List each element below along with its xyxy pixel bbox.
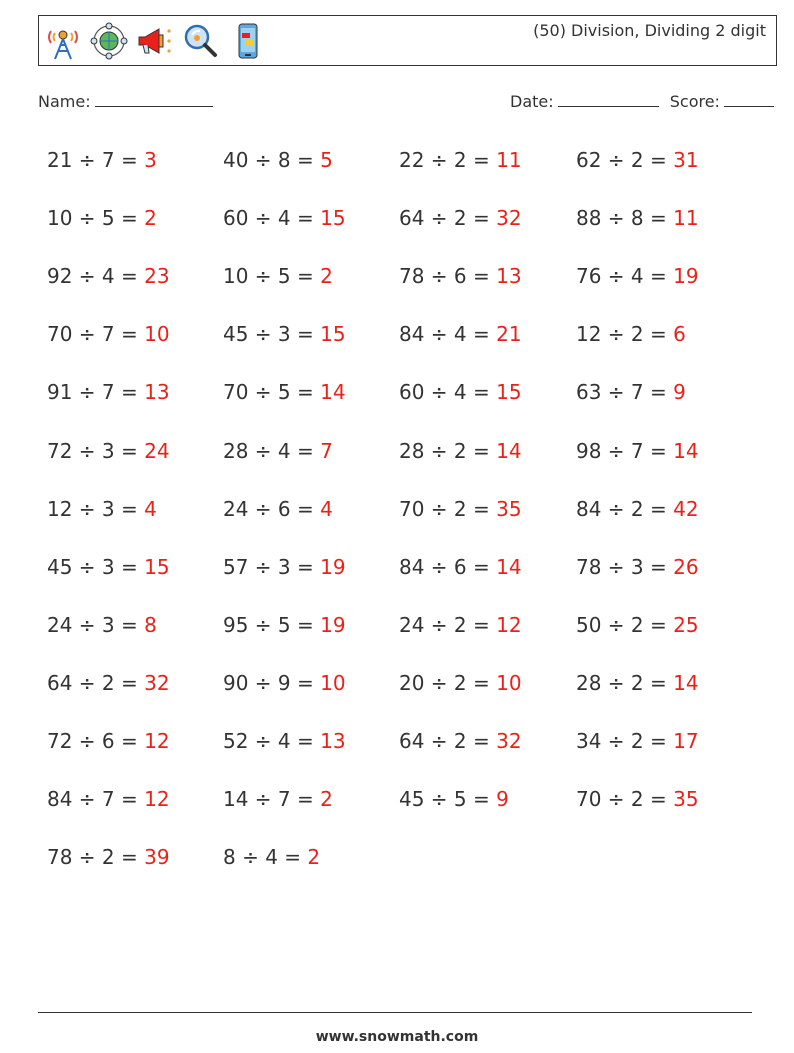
division-problem — [47, 264, 170, 288]
division-problem — [223, 729, 346, 753]
division-problem — [223, 555, 346, 579]
name-label: Name: — [38, 92, 91, 111]
division-problem — [223, 787, 333, 811]
problem-answer: 35 — [496, 496, 522, 521]
problem-question: 57 ÷ 3 = — [223, 554, 321, 579]
problem-question: 10 ÷ 5 = — [223, 264, 321, 289]
problem-answer: 4 — [320, 496, 333, 521]
problem-question: 84 ÷ 2 = — [576, 496, 674, 521]
division-problem — [223, 148, 333, 172]
name-field — [38, 92, 213, 111]
problem-answer: 9 — [673, 380, 686, 405]
division-problem — [576, 439, 699, 463]
problem-answer: 17 — [673, 729, 699, 753]
problem-question: 84 ÷ 6 = — [399, 554, 497, 579]
division-problem — [47, 613, 157, 637]
problem-answer: 14 — [673, 670, 699, 695]
problem-answer: 19 — [320, 554, 346, 579]
problem-answer: 26 — [673, 554, 699, 579]
division-problem — [47, 439, 170, 463]
worksheet-title: (50) Division, Dividing 2 digit — [533, 21, 766, 40]
problem-answer: 5 — [320, 148, 333, 172]
problem-answer: 24 — [144, 438, 170, 463]
problem-answer: 2 — [320, 787, 333, 812]
globe-network-icon — [89, 21, 129, 61]
problem-answer: 10 — [496, 670, 522, 695]
problem-question: 10 ÷ 5 = — [47, 206, 145, 231]
problem-answer: 42 — [673, 496, 699, 521]
problem-question: 70 ÷ 2 = — [576, 787, 674, 812]
problem-answer: 15 — [320, 206, 346, 231]
problem-answer: 12 — [144, 729, 170, 753]
problem-answer: 15 — [496, 380, 522, 405]
date-score-field — [510, 92, 774, 111]
header-icons — [43, 20, 267, 62]
problem-answer: 2 — [320, 264, 333, 289]
problem-answer: 32 — [496, 729, 522, 753]
problem-answer: 13 — [496, 264, 522, 289]
problem-question: 84 ÷ 7 = — [47, 787, 145, 812]
division-problem — [576, 613, 699, 637]
division-problem — [399, 613, 522, 637]
division-problem — [576, 322, 686, 346]
division-problem — [399, 380, 522, 404]
division-problem — [576, 148, 699, 172]
division-problem — [399, 671, 522, 695]
division-problem — [399, 787, 509, 811]
problem-answer: 14 — [320, 380, 346, 405]
division-problem — [47, 787, 170, 811]
problem-question: 64 ÷ 2 = — [399, 206, 497, 231]
problem-question: 28 ÷ 2 = — [576, 670, 674, 695]
problem-question: 28 ÷ 4 = — [223, 438, 321, 463]
problem-question: 91 ÷ 7 = — [47, 380, 145, 405]
smartphone-icon — [227, 21, 267, 61]
division-problem — [223, 264, 333, 288]
date-blank[interactable] — [558, 92, 659, 107]
problem-question: 76 ÷ 4 = — [576, 264, 674, 289]
division-problem — [576, 380, 686, 404]
problem-question: 90 ÷ 9 = — [223, 670, 321, 695]
problem-question: 12 ÷ 3 = — [47, 496, 145, 521]
division-problem — [576, 555, 699, 579]
problem-answer: 23 — [144, 264, 170, 289]
problem-answer: 10 — [144, 322, 170, 347]
division-problem — [223, 206, 346, 230]
problem-question: 72 ÷ 3 = — [47, 438, 145, 463]
division-problem — [223, 380, 346, 404]
division-problem — [223, 671, 346, 695]
division-problem — [399, 148, 522, 172]
problem-answer: 32 — [144, 670, 170, 695]
division-problem — [223, 439, 333, 463]
problem-question: 70 ÷ 2 = — [399, 496, 497, 521]
problem-question: 78 ÷ 2 = — [47, 845, 145, 870]
problem-question: 34 ÷ 2 = — [576, 729, 674, 753]
problem-question: 24 ÷ 2 = — [399, 612, 497, 637]
problem-question: 28 ÷ 2 = — [399, 438, 497, 463]
problem-answer: 8 — [144, 612, 157, 637]
problem-answer: 2 — [144, 206, 157, 231]
division-problem — [399, 264, 522, 288]
megaphone-icon — [135, 21, 175, 61]
problem-answer: 9 — [496, 787, 509, 812]
radio-tower-icon — [43, 21, 83, 61]
problem-question: 84 ÷ 4 = — [399, 322, 497, 347]
problem-question: 24 ÷ 3 = — [47, 612, 145, 637]
problem-answer: 21 — [496, 322, 522, 347]
problem-question: 21 ÷ 7 = — [47, 148, 145, 172]
division-problem — [399, 555, 522, 579]
problem-answer: 14 — [496, 438, 522, 463]
problem-question: 20 ÷ 2 = — [399, 670, 497, 695]
footer-divider — [38, 1012, 752, 1013]
division-problem — [223, 322, 346, 346]
problem-answer: 31 — [673, 148, 699, 172]
problem-answer: 11 — [673, 206, 699, 231]
division-problem — [47, 729, 170, 753]
problem-answer: 12 — [144, 787, 170, 812]
problem-question: 72 ÷ 6 = — [47, 729, 145, 753]
name-blank[interactable] — [95, 92, 213, 107]
problem-answer: 7 — [320, 438, 333, 463]
problem-question: 45 ÷ 3 = — [223, 322, 321, 347]
problem-question: 78 ÷ 3 = — [576, 554, 674, 579]
magnifier-icon — [181, 21, 221, 61]
division-problem — [399, 729, 522, 753]
division-problem — [576, 787, 699, 811]
division-problem — [47, 671, 170, 695]
problem-question: 88 ÷ 8 = — [576, 206, 674, 231]
score-blank[interactable] — [724, 92, 774, 107]
problem-question: 64 ÷ 2 = — [47, 670, 145, 695]
problem-question: 22 ÷ 2 = — [399, 148, 497, 172]
division-problem — [223, 613, 346, 637]
problem-question: 70 ÷ 5 = — [223, 380, 321, 405]
problem-answer: 13 — [144, 380, 170, 405]
problem-answer: 2 — [307, 845, 321, 870]
problem-question: 60 ÷ 4 = — [223, 206, 321, 231]
problem-question: 63 ÷ 7 = — [576, 380, 674, 405]
problem-question: 64 ÷ 2 = — [399, 729, 497, 753]
problem-question: 24 ÷ 6 = — [223, 496, 321, 521]
division-problem — [223, 845, 320, 869]
problem-answer: 15 — [320, 322, 346, 347]
problem-question: 92 ÷ 4 = — [47, 264, 145, 289]
problem-question: 62 ÷ 2 = — [576, 148, 674, 172]
division-problem — [576, 497, 699, 521]
date-label: Date: — [510, 92, 554, 111]
problem-answer: 19 — [320, 612, 346, 637]
score-label: Score: — [669, 92, 720, 111]
problem-question: 95 ÷ 5 = — [223, 612, 321, 637]
division-problem — [576, 729, 699, 753]
problem-answer: 25 — [673, 612, 699, 637]
problem-question: 40 ÷ 8 = — [223, 148, 321, 172]
footer-url: www.snowmath.com — [315, 1029, 479, 1045]
worksheet-header — [38, 15, 777, 66]
problem-question: 70 ÷ 7 = — [47, 322, 145, 347]
problem-answer: 6 — [673, 322, 686, 347]
problem-question: 8 ÷ 4 = — [223, 845, 308, 870]
problem-question: 12 ÷ 2 = — [576, 322, 674, 347]
problem-answer: 3 — [144, 148, 157, 172]
division-problem — [576, 671, 699, 695]
division-problem — [47, 322, 170, 346]
division-problem — [399, 206, 522, 230]
problem-answer: 15 — [144, 554, 170, 579]
problem-question: 52 ÷ 4 = — [223, 729, 321, 753]
problem-question: 60 ÷ 4 = — [399, 380, 497, 405]
division-problem — [47, 148, 157, 172]
problem-question: 50 ÷ 2 = — [576, 612, 674, 637]
division-problem — [399, 439, 522, 463]
problem-answer: 12 — [496, 612, 522, 637]
problem-answer: 11 — [496, 148, 522, 172]
problem-answer: 35 — [673, 787, 699, 812]
division-problem — [576, 206, 699, 230]
problem-question: 78 ÷ 6 = — [399, 264, 497, 289]
division-problem — [47, 206, 157, 230]
division-problem — [47, 497, 157, 521]
problem-answer: 13 — [320, 729, 346, 753]
problem-answer: 14 — [496, 554, 522, 579]
problem-question: 14 ÷ 7 = — [223, 787, 321, 812]
division-problem — [47, 845, 170, 869]
problem-question: 98 ÷ 7 = — [576, 438, 674, 463]
problem-answer: 10 — [320, 670, 346, 695]
problem-question: 45 ÷ 3 = — [47, 554, 145, 579]
problem-answer: 19 — [673, 264, 699, 289]
division-problem — [223, 497, 333, 521]
division-problem — [47, 555, 170, 579]
problem-answer: 4 — [144, 496, 157, 521]
division-problem — [399, 322, 522, 346]
problem-answer: 39 — [144, 845, 170, 870]
division-problem — [399, 497, 522, 521]
division-problem — [576, 264, 699, 288]
problem-question: 45 ÷ 5 = — [399, 787, 497, 812]
division-problem — [47, 380, 170, 404]
problem-answer: 32 — [496, 206, 522, 231]
problem-answer: 14 — [673, 438, 699, 463]
